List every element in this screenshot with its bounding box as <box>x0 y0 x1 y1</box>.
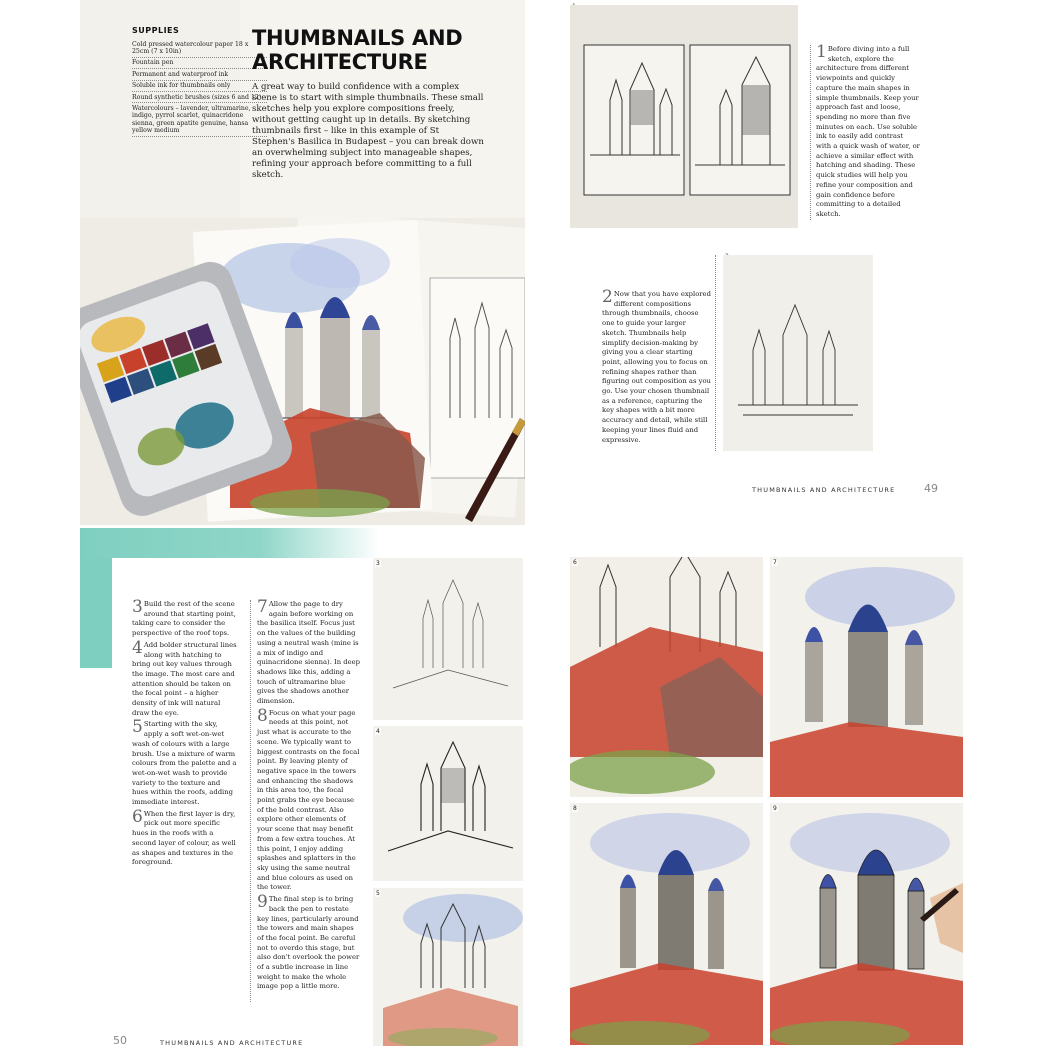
step-paragraph <box>132 806 237 868</box>
line-sketch-image <box>723 255 873 451</box>
image-label: 3 <box>376 560 380 567</box>
supply-item: Cold pressed watercolour paper 18 x 25cm (7 x 10in) <box>132 39 267 58</box>
supplies-heading: SUPPLIES <box>132 26 180 35</box>
step-6-image <box>570 557 763 797</box>
image-label: 8 <box>573 805 577 812</box>
running-footer: THUMBNAILS AND ARCHITECTURE <box>752 486 896 494</box>
title-line-1: THUMBNAILS AND <box>252 26 463 50</box>
step-body: When the first layer is dry, pick out more specific hues in the roofs with a second layer of colour, as well as shapes and textures in the foreground. <box>132 809 236 867</box>
step-number: 7 <box>257 597 268 617</box>
step-8-image <box>570 803 763 1045</box>
steps-column-1 <box>132 597 237 870</box>
supply-item: Permanent and waterproof ink <box>132 69 267 80</box>
page-number: 49 <box>924 482 938 495</box>
image-label: 7 <box>773 559 777 566</box>
divider <box>715 255 716 451</box>
supply-item: Fountain pen <box>132 58 267 69</box>
image-label: 4 <box>376 728 380 735</box>
step-2-text <box>602 287 712 445</box>
supply-item: Soluble ink for thumbnails only <box>132 81 267 92</box>
image-label: 9 <box>773 805 777 812</box>
step-1-text <box>810 42 920 220</box>
image-label: 5 <box>376 890 380 897</box>
supply-item: Round synthetic brushes (sizes 6 and 12) <box>132 92 267 103</box>
step-paragraph <box>132 597 237 639</box>
step-9-image <box>770 803 963 1045</box>
step-paragraph <box>132 637 237 719</box>
step-paragraph <box>257 705 360 893</box>
step-body: Focus on what your page needs at this point, not just what is accurate to the scene. We typically want to biggest contrasts on the focal point. By leaving plenty of negative space in the towers and enhancing the shadows in this area too, the focal point grabs the eye because of the bold contrast. Also explore other elements of your scene that may benefit from a few extra touches. At this point, I enjoy adding splashes and splatters in the sky using the same neutral and blue colours as used on the tower. <box>257 708 360 892</box>
running-footer: THUMBNAILS AND ARCHITECTURE <box>160 1039 304 1047</box>
teal-accent-brushstroke <box>80 528 380 558</box>
step-3-image <box>373 558 523 720</box>
step-body: Build the rest of the scene around that starting point, taking care to consider the perspective of the roof tops. <box>132 600 236 638</box>
step-5-image <box>373 888 523 1046</box>
title-line-2: ARCHITECTURE <box>252 50 428 74</box>
step-body: Starting with the sky, apply a soft wet-on-wet wash of colours with a large brush. Use a mixture of warm colours from the palette and a wet-on-wet wash to provide variety to the texture and hues within the roofs, adding immediate interest. <box>132 720 237 807</box>
page-number: 50 <box>113 1034 127 1047</box>
step-4-image <box>373 726 523 881</box>
step-7-image <box>770 557 963 797</box>
page-50 <box>80 528 525 1050</box>
step-body: Allow the page to dry again before working on the basilica itself. Focus just on the values of the building using a neutral wash (mine is a mix of indigo and quinacridone sienna). In deep shadows like this, adding a touch of ultramarine blue gives the shadows another dimension. <box>257 600 360 706</box>
page-title <box>252 26 512 74</box>
step-number: 9 <box>257 892 268 913</box>
supplies-list <box>132 26 267 137</box>
step-body: Now that you have explored different compositions through thumbnails, choose one to guide your larger sketch. Thumbnails help simplify decision-making by giving you a clear starting point, allowing you to focus on refining shapes rather than figuring out composition as you go. Use your chosen thumbnail as a reference, capturing the key shapes with a bit more accuracy and detail, while still keeping your lines fluid and expressive. <box>602 290 711 444</box>
page-48-spread-left <box>80 0 525 525</box>
step-number: 6 <box>132 806 143 827</box>
step-paragraph <box>257 892 360 992</box>
step-body: Before diving into a full sketch, explore the architecture from different viewpoints and quickly capture the main shapes in simple thumbnails. Keep your approach fast and loose, spending no more than five minutes on each. Use soluble ink to easily add contrast with a quick wash of water, or achieve a similar effect with hatching and shading. These quick studies will help you refine your composition and gain confidence before committing to a detailed sketch. <box>816 45 920 218</box>
step-paragraph <box>257 597 360 707</box>
page-51 <box>560 552 975 1050</box>
step-number: 2 <box>602 287 613 307</box>
step-number: 4 <box>132 637 143 658</box>
step-body: The final step is to bring back the pen to restate key lines, particularly around the towers and main shapes of the focal point. Be careful not to overdo this stage, but also don't overlook the power of a subtle increase in line weight to make the whole image pop a little more. <box>257 895 360 991</box>
intro-paragraph: A great way to build confidence with a complex scene is to start with simple thumbnails. These small sketches help you explore compositions freely, without getting caught up in details. By sketching thumbnails first – like in this example of St Stephen's Basilica in Budapest – you can break down an overwhelming subject into manageable shapes, refining your approach before committing to a full sketch. <box>252 82 484 180</box>
page-49 <box>560 0 975 525</box>
step-number: 1 <box>816 42 827 62</box>
thumbnail-sketches-image <box>570 5 798 228</box>
step-paragraph <box>132 717 237 807</box>
hero-photo <box>80 218 525 525</box>
supply-item: Watercolours – lavender, ultramarine, indigo, pyrrol scarlet, quinacridone sienna, green apatite genuine, hansa yellow medium <box>132 103 267 137</box>
step-number: 8 <box>257 705 268 726</box>
step-number: 3 <box>132 597 143 617</box>
step-number: 5 <box>132 717 143 738</box>
step-body: Add bolder structural lines along with hatching to bring out key values through the image. The most care and attention should be taken on the focal point – a higher density of ink will natural draw the eye. <box>132 640 237 717</box>
steps-column-2 <box>250 597 360 1002</box>
image-label: 6 <box>573 559 577 566</box>
